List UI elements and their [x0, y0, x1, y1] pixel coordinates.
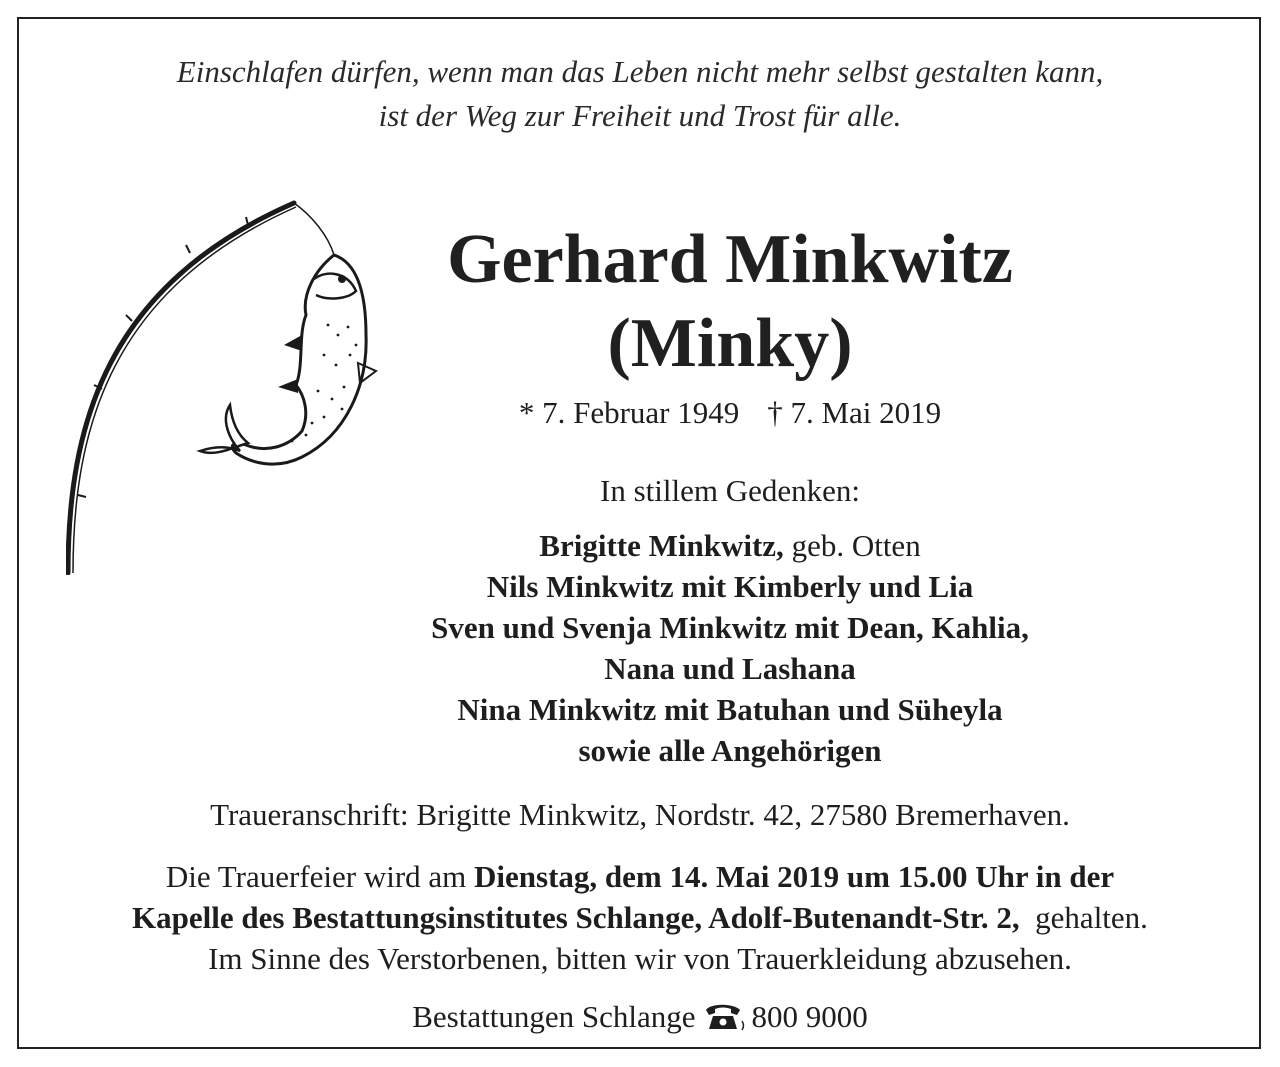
deceased-name: Gerhard Minkwitz	[447, 221, 1013, 298]
service-line-2	[30, 897, 1250, 938]
motto-line-1: Einschlafen dürfen, wenn man das Leben nicht mehr selbst gestalten kann,	[176, 54, 1104, 89]
service-intro: Die Trauerfeier wird am	[165, 859, 475, 894]
deceased-name-block	[330, 218, 1130, 386]
funeral-service-notice	[30, 856, 1250, 979]
service-date-time: Dienstag, dem 14. Mai 2019 um 15.00 Uhr in der	[474, 859, 1115, 894]
motto-line-2: ist der Weg zur Freiheit und Trost für alle.	[378, 98, 902, 133]
motto	[0, 50, 1280, 138]
mourner-line	[330, 525, 1130, 566]
service-location: Kapelle des Bestattungsinstitutes Schlange, Adolf-Butenandt-Str. 2,	[132, 900, 1020, 935]
death-date: † 7. Mai 2019	[767, 395, 942, 430]
telephone-icon	[704, 1001, 748, 1031]
birth-date: * 7. Februar 1949	[518, 395, 740, 430]
mourner-maiden-name: geb. Otten	[783, 528, 921, 563]
undertaker-contact	[0, 997, 1280, 1037]
mourner-line: Nina Minkwitz mit Batuhan und Süheyla	[457, 692, 1003, 727]
service-held: gehalten.	[1019, 900, 1148, 935]
mourner-name: Brigitte Minkwitz,	[539, 528, 784, 563]
deceased-nickname: (Minky)	[607, 305, 853, 382]
mourner-line: Sven und Svenja Minkwitz mit Dean, Kahlia,	[431, 610, 1029, 645]
remembrance-heading: In stillem Gedenken:	[600, 473, 860, 508]
life-dates	[330, 393, 1130, 433]
mourning-address: Traueranschrift: Brigitte Minkwitz, Nordstr. 42, 27580 Bremerhaven.	[210, 797, 1070, 832]
mourners-list	[330, 525, 1130, 771]
undertaker-name: Bestattungen Schlange	[412, 999, 696, 1034]
service-line-1	[30, 856, 1250, 897]
mourner-line: Nana und Lashana	[604, 651, 856, 686]
undertaker-phone: 800 9000	[751, 999, 868, 1034]
mourner-line: sowie alle Angehörigen	[578, 733, 882, 768]
mourner-line: Nils Minkwitz mit Kimberly und Lia	[486, 569, 974, 604]
service-line-3: Im Sinne des Verstorbenen, bitten wir von Trauerkleidung abzusehen.	[208, 941, 1072, 976]
